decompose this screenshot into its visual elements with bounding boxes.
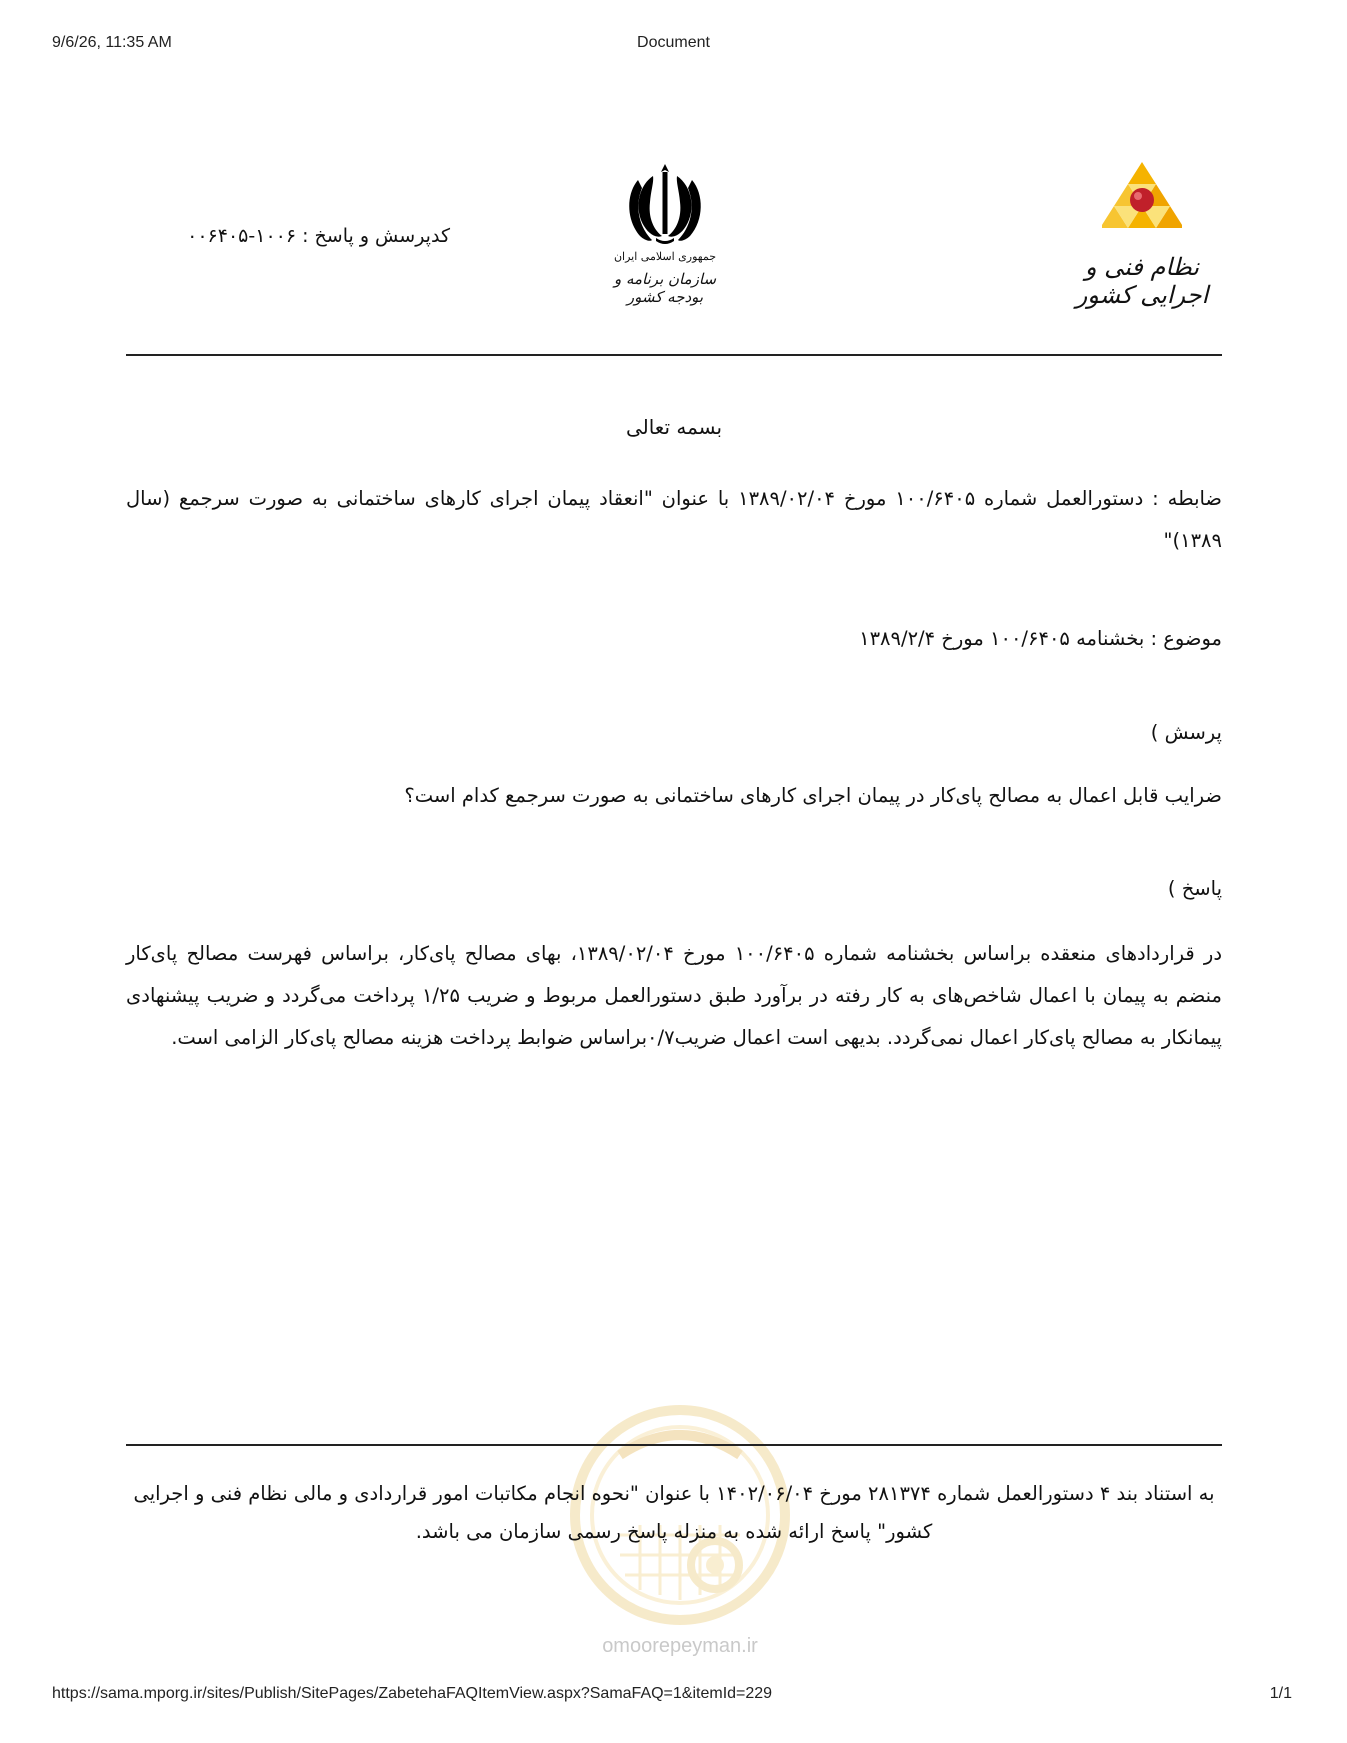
question-label: پرسش ) bbox=[1150, 721, 1222, 744]
print-datetime: 9/6/26, 11:35 AM bbox=[52, 34, 172, 51]
regulation-title: ضابطه : دستورالعمل شماره ۱۰۰/۶۴۰۵ مورخ ۱۳۸۹/۰۲/۰۴ با عنوان "انعقاد پیمان اجرای کارهای ساختمانی به صورت سرجمع (سال ۱۳۸۹)" bbox=[126, 487, 1222, 552]
technical-system-logo bbox=[1062, 160, 1222, 309]
answer-label: پاسخ ) bbox=[1167, 877, 1222, 900]
logo-caption: نظام فنی و اجرایی کشور bbox=[1075, 253, 1209, 309]
subject-line: موضوع : بخشنامه ۱۰۰/۶۴۰۵ مورخ ۱۳۸۹/۲/۴ bbox=[859, 627, 1222, 650]
iran-emblem-icon bbox=[620, 158, 710, 248]
national-emblem bbox=[600, 158, 735, 318]
emblem-caption-organization: سازمان برنامه و بودجه کشور bbox=[613, 270, 717, 306]
official-answer-note: به استناد بند ۴ دستورالعمل شماره ۲۸۱۳۷۴ مورخ ۱۴۰۲/۰۶/۰۴ با عنوان "نحوه انجام مکاتبات امور قراردادی و مالی نظام فنی و اجرایی کشور" پاسخ ارائه شده به منزله پاسخ رسمی سازمان می باشد. bbox=[133, 1482, 1215, 1543]
print-header bbox=[0, 34, 1347, 56]
footer-divider bbox=[126, 1444, 1222, 1446]
pyramid-logo-icon bbox=[1102, 160, 1182, 242]
bismillah-heading: بسمه تعالی bbox=[625, 415, 723, 439]
print-page-number: 1/1 bbox=[1269, 1685, 1292, 1702]
header-divider bbox=[126, 354, 1222, 356]
print-url: https://sama.mporg.ir/sites/Publish/SitePages/ZabetehaFAQItemView.aspx?SamaFAQ=1&itemId=229 bbox=[52, 1685, 773, 1702]
emblem-caption-republic: جمهوری اسلامی ایران bbox=[613, 250, 717, 263]
question-text: ضرایب قابل اعمال به مصالح پای‌کار در پیمان اجرای کارهای ساختمانی به صورت سرجمع کدام است؟ bbox=[404, 784, 1222, 807]
print-document-title: Document bbox=[637, 34, 710, 51]
answer-text: در قراردادهای منعقده براساس بخشنامه شماره ۱۰۰/۶۴۰۵ مورخ ۱۳۸۹/۰۲/۰۴، بهای مصالح پای‌کار، براساس فهرست مصالح پای‌کار منضم به پیمان با اعمال شاخص‌های به کار رفته در برآورد طبق دستورالعمل مربوط و ضریب ۱/۲۵ پرداخت می‌گردد و ضریب پیشنهادی پیمانکار به مصالح پای‌کار اعمال نمی‌گردد. بدیهی است اعمال ضریب۰/۷براساس ضوابط پرداخت هزینه مصالح پای‌کار الزامی است. bbox=[126, 942, 1222, 1049]
question-code: کدپرسش و پاسخ : ۱۰۰۶-۰۰۶۴۰۵ bbox=[187, 225, 450, 247]
watermark-domain: omoorepeyman.ir bbox=[602, 1635, 758, 1657]
print-footer bbox=[0, 1685, 1347, 1707]
